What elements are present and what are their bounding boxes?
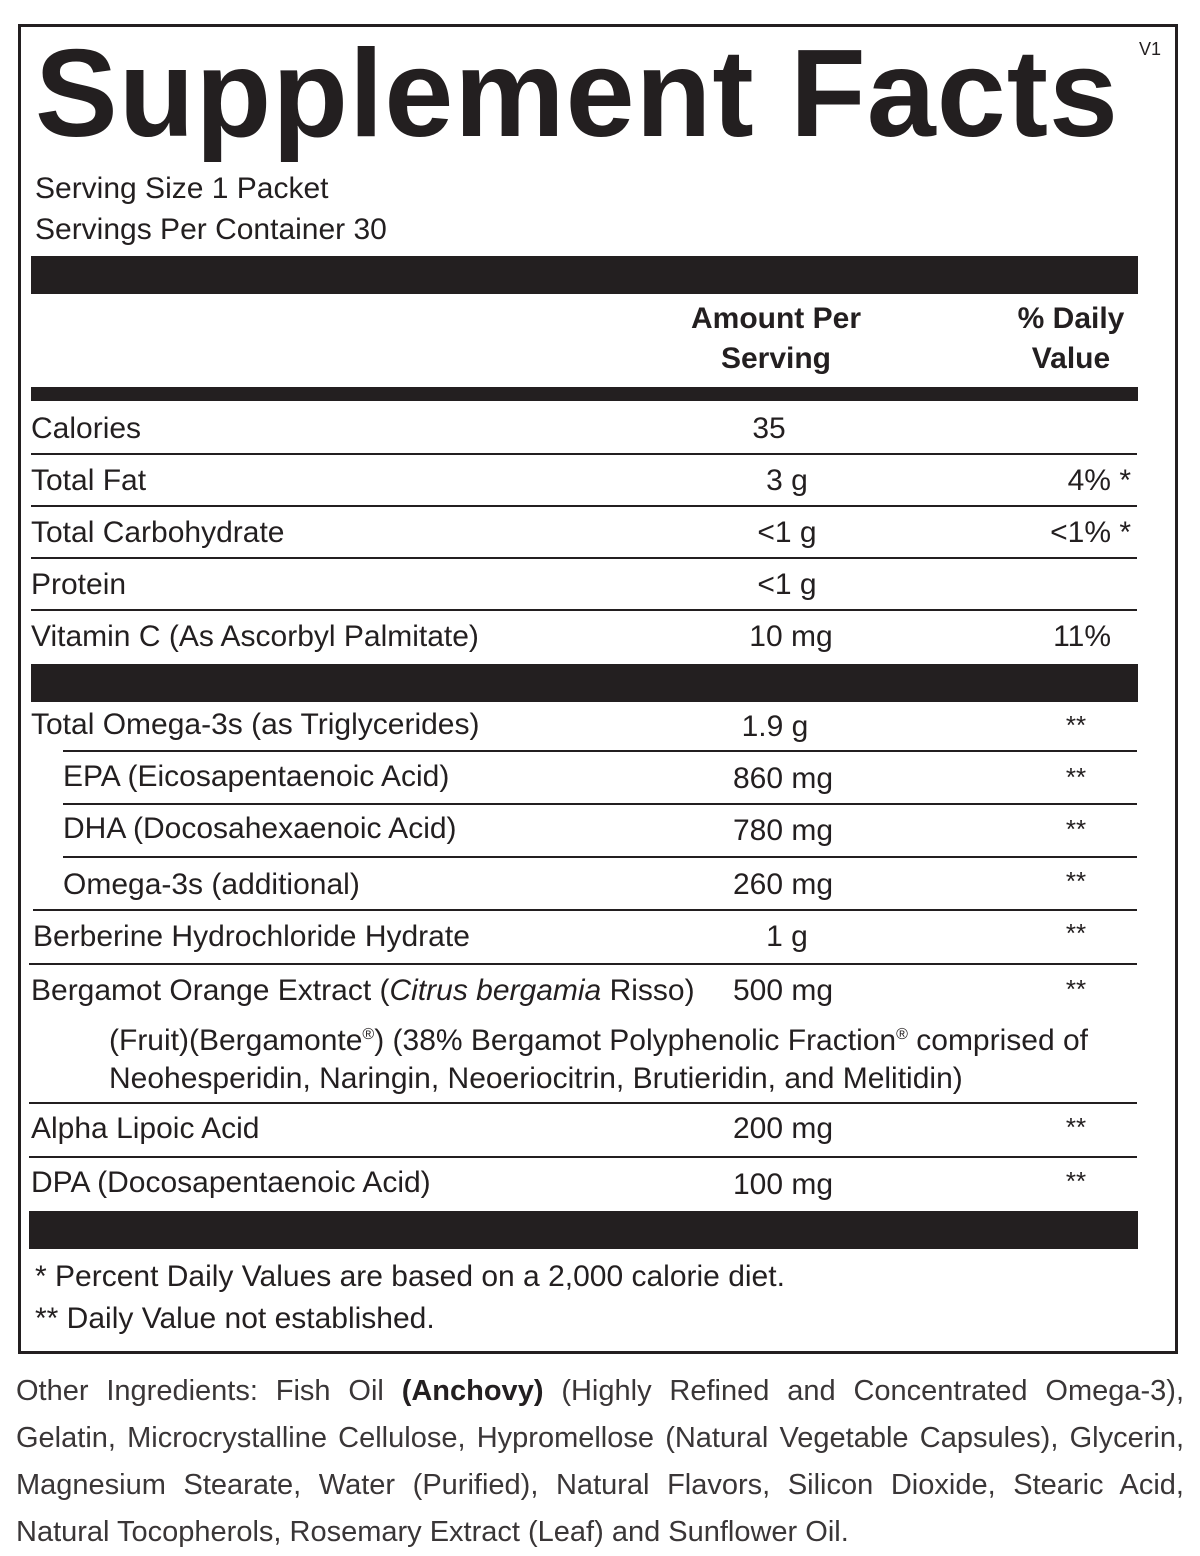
nutrient-daily-value: ** [1065, 814, 1087, 844]
footnote-not-established: ** Daily Value not established. [35, 1302, 435, 1335]
row-rule [29, 1102, 1137, 1104]
bergamot-description-line-1: (Fruit)(Bergamonte®) (38% Bergamot Polyphenolic Fraction® comprised of [109, 1024, 1088, 1057]
row-rule [31, 453, 1137, 455]
supplement-facts-panel [18, 24, 1178, 1354]
servings-per-container: Servings Per Container 30 [35, 213, 387, 246]
nutrient-daily-value: ** [1065, 1166, 1087, 1196]
nutrient-daily-value: ** [1065, 762, 1087, 792]
nutrient-amount: 200 mg [732, 1112, 834, 1145]
footnote-daily-values: * Percent Daily Values are based on a 2,000 calorie diet. [35, 1260, 785, 1293]
nutrient-daily-value: <1% * [1050, 516, 1131, 549]
version-code: V1 [1138, 39, 1161, 59]
row-rule [29, 963, 1137, 965]
row-rule [33, 909, 1137, 911]
nutrient-name: Total Omega-3s (as Triglycerides) [31, 708, 480, 741]
nutrient-name: Vitamin C (As Ascorbyl Palmitate) [31, 620, 479, 653]
nutrient-name: Total Fat [31, 464, 147, 497]
nutrient-name: Omega-3s (additional) [63, 868, 360, 901]
nutrient-amount: 1.9 g [741, 710, 809, 743]
allergen-highlight: (Anchovy) [401, 1375, 544, 1407]
thick-divider [29, 1211, 1138, 1249]
row-rule [63, 750, 1137, 752]
column-header-daily-value: % Daily Value [1017, 302, 1125, 375]
row-rule [31, 609, 1137, 611]
nutrient-name: DPA (Docosapentaenoic Acid) [31, 1166, 431, 1199]
nutrient-name: Alpha Lipoic Acid [31, 1112, 260, 1145]
nutrient-amount: 1 g [766, 920, 808, 953]
nutrient-amount: 35 [752, 412, 786, 445]
thick-divider [31, 664, 1138, 702]
nutrient-name: DHA (Docosahexaenoic Acid) [63, 812, 457, 845]
nutrient-amount: 500 mg [732, 974, 834, 1007]
other-ingredients: Other Ingredients: Fish Oil (Anchovy) (Highly Refined and Concentrated Omega-3), Gelatin, Microcrystalline Cellulose, Hypromellose (Natural Vegetable Capsules), Glycerin, Magnesium Stearate, Water (Purified), Natural Flavors, Silicon Dioxide, Stearic Acid, Natural Tocopherols, Rosemary Extract (Leaf) and Sunflower Oil. [16, 1375, 1184, 1548]
nutrient-amount: 260 mg [732, 868, 834, 901]
nutrient-daily-value: ** [1065, 710, 1087, 740]
row-rule [63, 803, 1137, 805]
nutrient-daily-value: ** [1065, 974, 1087, 1004]
nutrient-amount: 860 mg [732, 762, 834, 795]
nutrient-daily-value: ** [1065, 1112, 1087, 1142]
row-rule [63, 856, 1137, 858]
nutrient-name: Calories [31, 412, 142, 445]
column-header-amount: Amount Per Serving [690, 302, 861, 375]
nutrient-daily-value: ** [1065, 918, 1087, 948]
medium-divider [31, 387, 1138, 401]
thick-divider [31, 256, 1138, 294]
nutrient-amount: <1 g [757, 516, 817, 549]
nutrient-amount: 3 g [766, 464, 808, 497]
nutrient-name: Bergamot Orange Extract (Citrus bergamia Risso) [31, 974, 695, 1007]
nutrient-name: Total Carbohydrate [31, 516, 285, 549]
nutrient-name: EPA (Eicosapentaenoic Acid) [63, 760, 450, 793]
nutrient-daily-value: 4% * [1067, 464, 1131, 497]
panel-title: Supplement Facts [35, 25, 1119, 163]
nutrient-amount: 10 mg [749, 620, 833, 653]
serving-size: Serving Size 1 Packet [35, 172, 329, 205]
nutrient-amount: 780 mg [732, 814, 834, 847]
bergamot-description-line-2: Neohesperidin, Naringin, Neoeriocitrin, Brutieridin, and Melitidin) [109, 1062, 963, 1095]
row-rule [31, 505, 1137, 507]
row-rule [31, 557, 1137, 559]
row-rule [29, 1156, 1137, 1158]
nutrient-daily-value: ** [1065, 866, 1087, 896]
nutrient-name: Protein [31, 568, 127, 601]
nutrient-name: Berberine Hydrochloride Hydrate [33, 920, 470, 953]
nutrient-daily-value: 11% [1053, 620, 1111, 653]
nutrient-amount: 100 mg [732, 1168, 834, 1201]
nutrient-amount: <1 g [757, 568, 817, 601]
